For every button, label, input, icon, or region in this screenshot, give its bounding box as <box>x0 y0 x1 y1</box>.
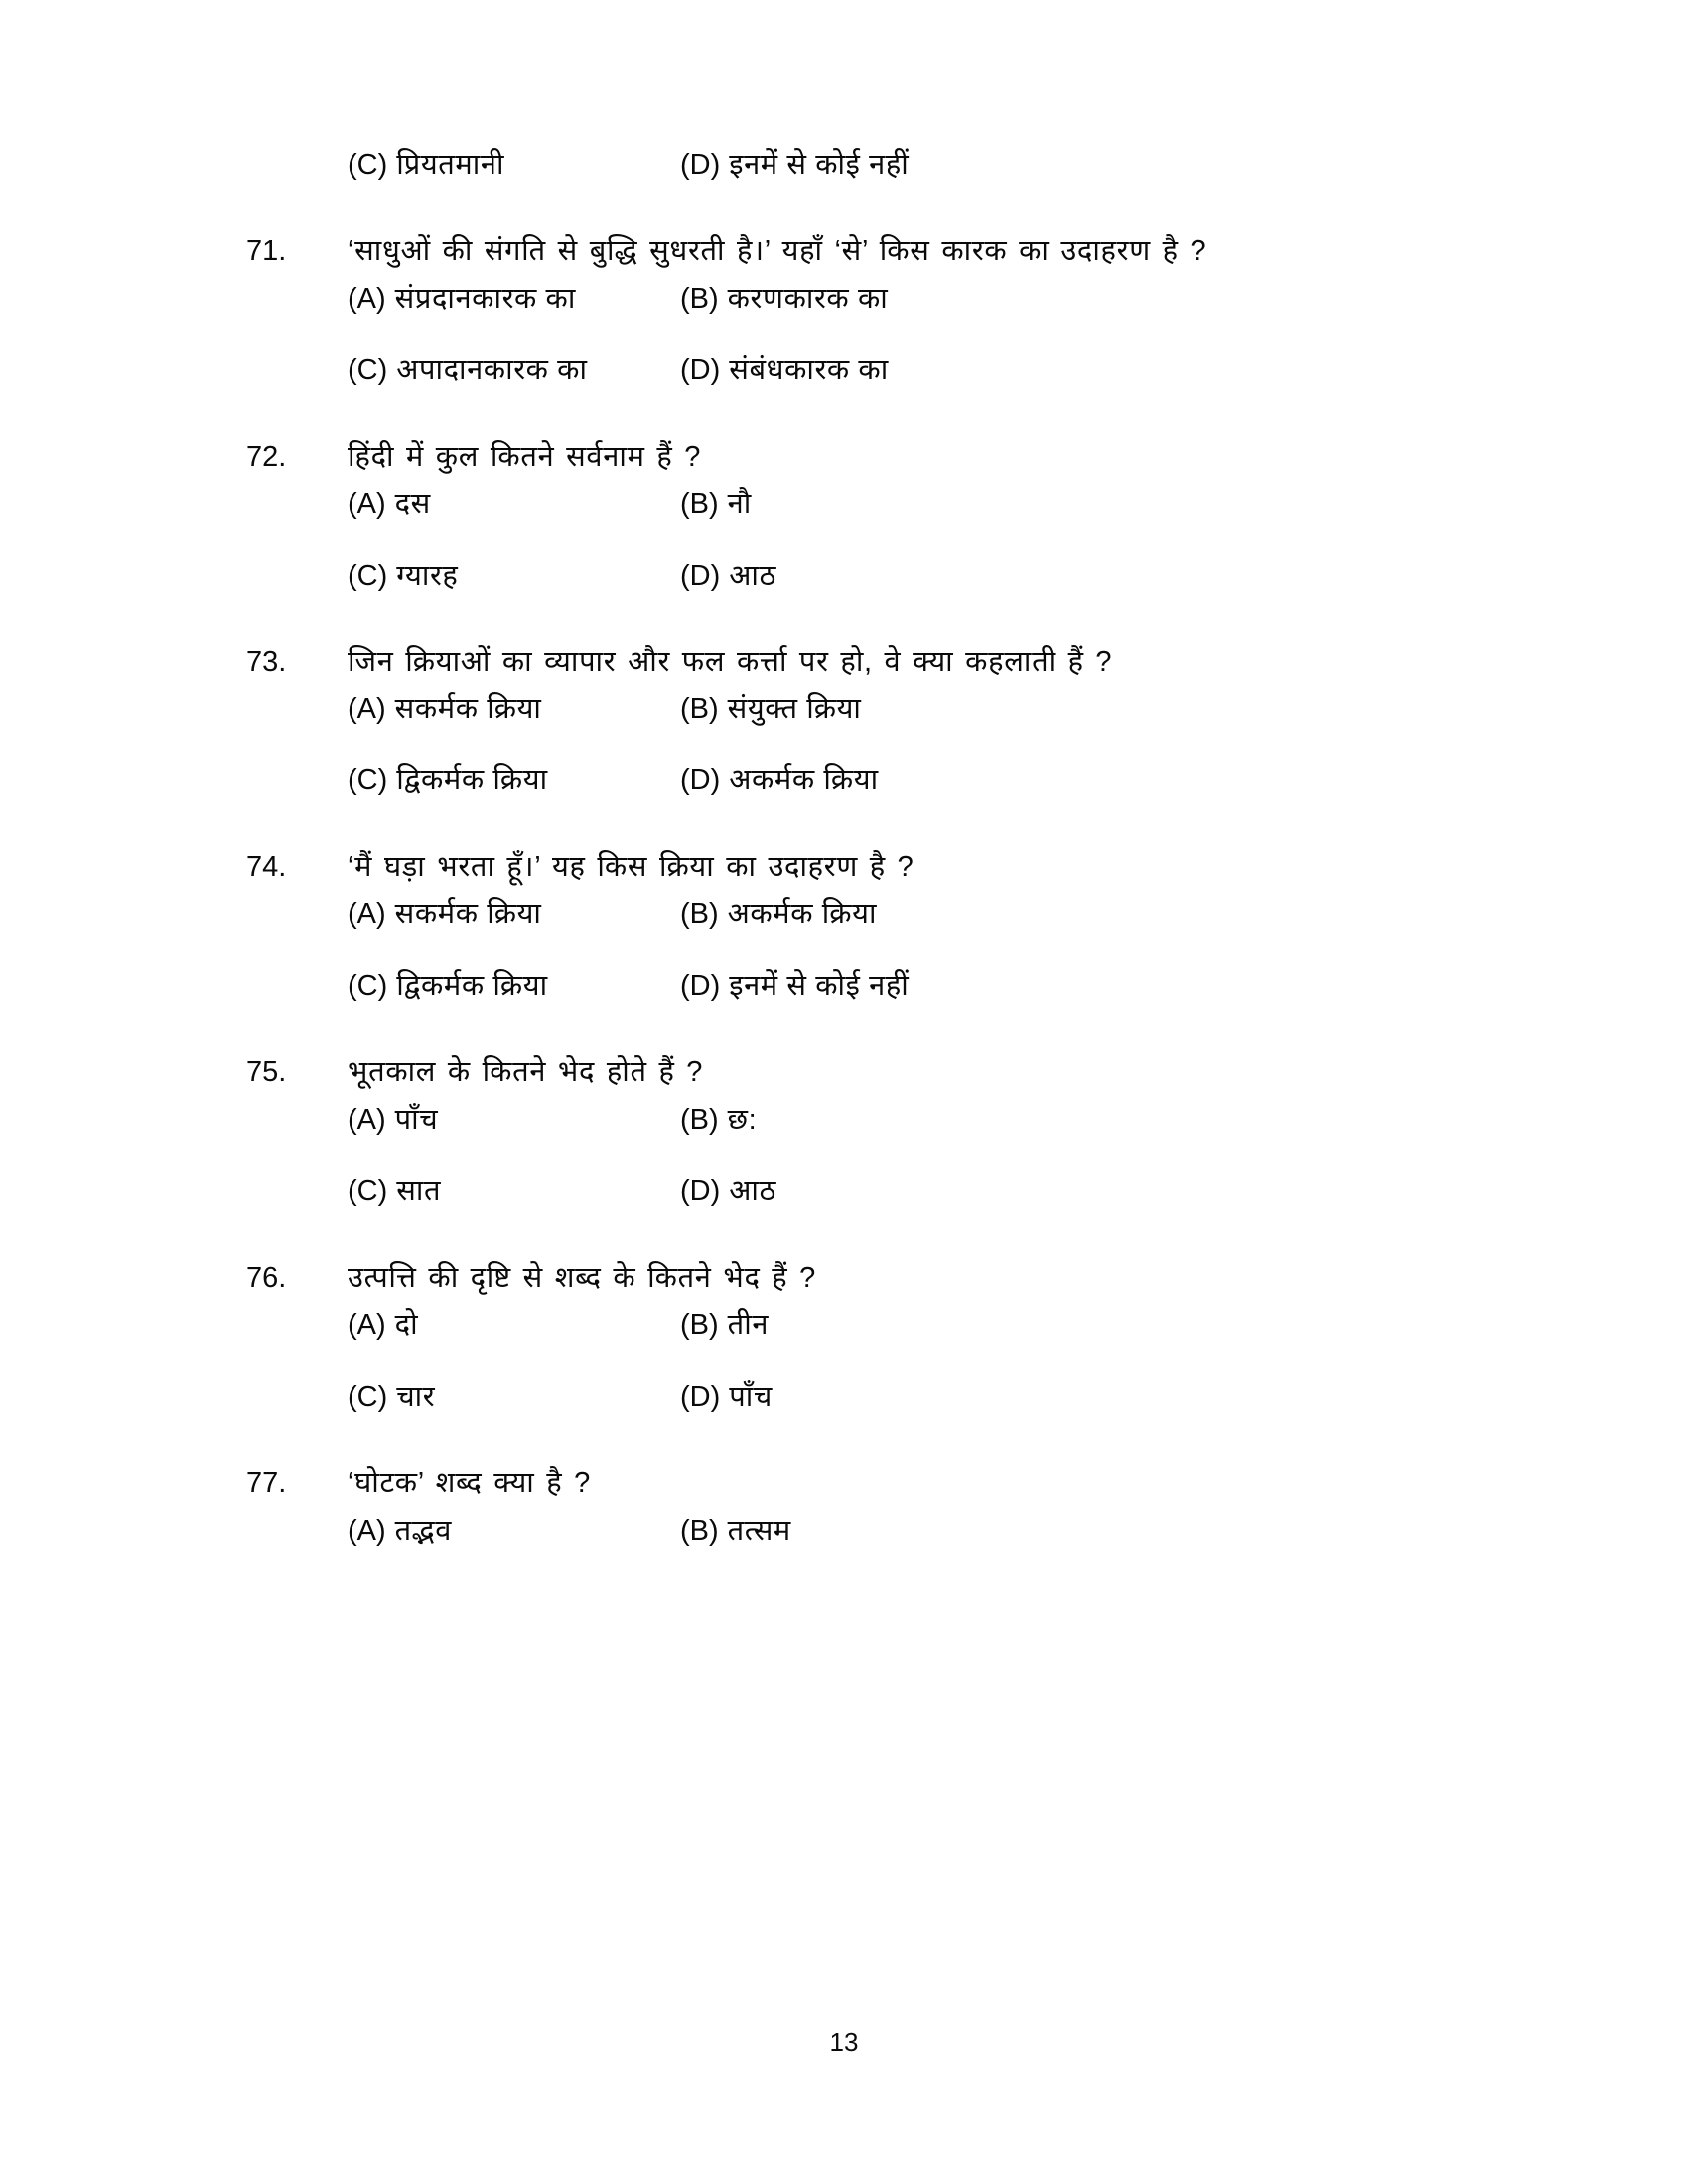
option-label: तत्सम <box>727 1514 791 1547</box>
option-marker: (A) <box>348 282 386 315</box>
option-marker: (B) <box>680 282 719 315</box>
question-item <box>238 1055 1460 1237</box>
question-heading <box>238 234 1460 269</box>
option-label: अकर्मक क्रिया <box>729 764 879 797</box>
option-marker: (D) <box>680 559 721 592</box>
option-group <box>238 898 1460 1031</box>
option-d[interactable] <box>635 970 1460 1003</box>
option-marker: (C) <box>348 1380 388 1413</box>
question-heading <box>238 1466 1460 1501</box>
option-d[interactable] <box>635 560 1460 593</box>
option-marker: (C) <box>348 764 388 797</box>
option-c[interactable] <box>238 1381 635 1414</box>
question-heading <box>238 1261 1460 1296</box>
option-b[interactable] <box>635 488 1460 521</box>
option-label: अपादानकारक का <box>396 353 588 386</box>
option-marker: (B) <box>680 1308 719 1341</box>
option-label: द्विकर्मक क्रिया <box>396 764 548 797</box>
option-b[interactable] <box>635 1515 1460 1548</box>
option-label: द्विकर्मक क्रिया <box>396 970 548 1003</box>
option-d[interactable] <box>635 1175 1460 1208</box>
question-heading <box>238 645 1460 680</box>
option-label: अकर्मक क्रिया <box>727 898 878 931</box>
option-marker: (B) <box>680 487 719 520</box>
option-label: संबंधकारक का <box>729 353 889 386</box>
option-label: पाँच <box>394 1103 439 1136</box>
option-marker: (B) <box>680 1103 719 1136</box>
question-text: भूतकाल के कितने भेद होते हैं ? <box>348 1056 704 1089</box>
option-b[interactable] <box>635 283 1460 316</box>
question-text: उत्पत्ति की दृष्टि से शब्द के कितने भेद हैं ? <box>348 1261 816 1294</box>
option-marker: (A) <box>348 1103 386 1136</box>
option-marker: (C) <box>348 970 388 1003</box>
option-row <box>238 1309 1460 1371</box>
option-row <box>238 970 1460 1031</box>
option-group <box>238 488 1460 621</box>
option-marker: (B) <box>680 898 719 931</box>
option-row <box>238 1515 1460 1576</box>
question-text: ‘साधुओं की संगति से बुद्धि सुधरती है।’ यहाँ ‘से’ किस कारक का उदाहरण है ? <box>348 235 1207 267</box>
option-label: प्रियतमानी <box>396 149 505 181</box>
question-heading <box>238 850 1460 885</box>
question-item <box>238 234 1460 416</box>
question-item <box>238 1261 1460 1442</box>
option-group <box>238 1104 1460 1237</box>
question-item <box>238 440 1460 621</box>
option-group <box>238 1515 1460 1576</box>
question-text: ‘घोटक’ शब्द क्या है ? <box>348 1466 591 1499</box>
option-marker: (C) <box>348 353 388 386</box>
option-marker: (B) <box>680 693 719 726</box>
option-marker: (A) <box>348 1308 386 1341</box>
question-list <box>238 149 1460 1586</box>
question-number: 71. <box>246 235 287 267</box>
option-b[interactable] <box>635 898 1460 931</box>
question-heading <box>238 440 1460 475</box>
option-label: इनमें से कोई नहीं <box>729 149 910 181</box>
option-marker: (D) <box>680 149 721 181</box>
option-d[interactable] <box>635 1381 1460 1414</box>
question-item <box>238 1466 1460 1576</box>
option-row <box>238 354 1460 416</box>
option-a[interactable] <box>238 898 635 931</box>
option-label: सात <box>396 1174 442 1207</box>
question-number: 72. <box>246 440 287 473</box>
option-c[interactable] <box>238 560 635 593</box>
option-row <box>238 898 1460 960</box>
page-number: 13 <box>829 2027 859 2057</box>
option-marker: (A) <box>348 487 386 520</box>
option-row <box>238 560 1460 621</box>
option-group <box>238 283 1460 416</box>
option-label: छ: <box>727 1103 758 1136</box>
option-marker: (C) <box>348 149 388 181</box>
option-b[interactable] <box>635 1104 1460 1137</box>
option-marker: (A) <box>348 1514 386 1547</box>
carryover-option-row <box>238 149 1460 210</box>
option-row <box>238 1104 1460 1165</box>
question-number: 75. <box>246 1056 287 1089</box>
option-b[interactable] <box>635 1309 1460 1342</box>
option-c <box>238 149 635 182</box>
option-label: संयुक्त क्रिया <box>727 693 862 726</box>
option-a[interactable] <box>238 488 635 521</box>
option-label: आठ <box>729 559 776 592</box>
option-label: चार <box>396 1380 436 1413</box>
question-heading <box>238 1055 1460 1090</box>
option-group <box>238 1309 1460 1442</box>
option-marker: (C) <box>348 559 388 592</box>
option-label: दो <box>394 1308 419 1341</box>
question-number: 76. <box>246 1261 287 1294</box>
option-label: दस <box>394 487 431 520</box>
option-b[interactable] <box>635 693 1460 726</box>
option-marker: (A) <box>348 693 386 726</box>
option-row <box>238 693 1460 754</box>
option-label: सकर्मक क्रिया <box>394 693 542 726</box>
question-number: 77. <box>246 1466 287 1499</box>
option-row <box>238 1175 1460 1237</box>
question-number: 73. <box>246 645 287 678</box>
option-d[interactable] <box>635 764 1460 797</box>
option-marker: (D) <box>680 353 721 386</box>
option-label: ग्यारह <box>396 559 459 592</box>
option-a[interactable] <box>238 1309 635 1342</box>
question-item <box>238 645 1460 827</box>
option-marker: (C) <box>348 1174 388 1207</box>
option-marker: (D) <box>680 1174 721 1207</box>
option-label: संप्रदानकारक का <box>394 282 576 315</box>
option-d <box>635 149 1460 182</box>
option-label: इनमें से कोई नहीं <box>729 970 910 1003</box>
question-number: 74. <box>246 851 287 884</box>
option-marker: (D) <box>680 764 721 797</box>
option-label: पाँच <box>729 1380 773 1413</box>
option-a[interactable] <box>238 1515 635 1548</box>
option-row <box>238 283 1460 344</box>
option-a[interactable] <box>238 283 635 316</box>
option-row <box>238 488 1460 550</box>
option-d[interactable] <box>635 354 1460 387</box>
question-item <box>238 850 1460 1031</box>
option-row <box>238 764 1460 826</box>
option-group <box>238 693 1460 826</box>
question-text: ‘मैं घड़ा भरता हूँ।’ यह किस क्रिया का उदाहरण है ? <box>348 851 914 884</box>
option-c[interactable] <box>238 354 635 387</box>
option-c[interactable] <box>238 1175 635 1208</box>
option-label: करणकारक का <box>727 282 889 315</box>
option-marker: (D) <box>680 1380 721 1413</box>
option-marker: (D) <box>680 970 721 1003</box>
option-marker: (A) <box>348 898 386 931</box>
option-label: तीन <box>727 1308 770 1341</box>
option-row <box>238 1381 1460 1442</box>
question-text: जिन क्रियाओं का व्यापार और फल कर्त्ता पर हो, वे क्या कहलाती हैं ? <box>348 645 1113 678</box>
option-label: नौ <box>727 487 752 520</box>
option-label: सकर्मक क्रिया <box>394 898 542 931</box>
option-label: आठ <box>729 1174 776 1207</box>
question-text: हिंदी में कुल कितने सर्वनाम हैं ? <box>348 440 702 473</box>
option-a[interactable] <box>238 693 635 726</box>
option-c[interactable] <box>238 970 635 1003</box>
option-marker: (B) <box>680 1514 719 1547</box>
option-c[interactable] <box>238 764 635 797</box>
option-a[interactable] <box>238 1104 635 1137</box>
option-label: तद्भव <box>394 1514 453 1547</box>
